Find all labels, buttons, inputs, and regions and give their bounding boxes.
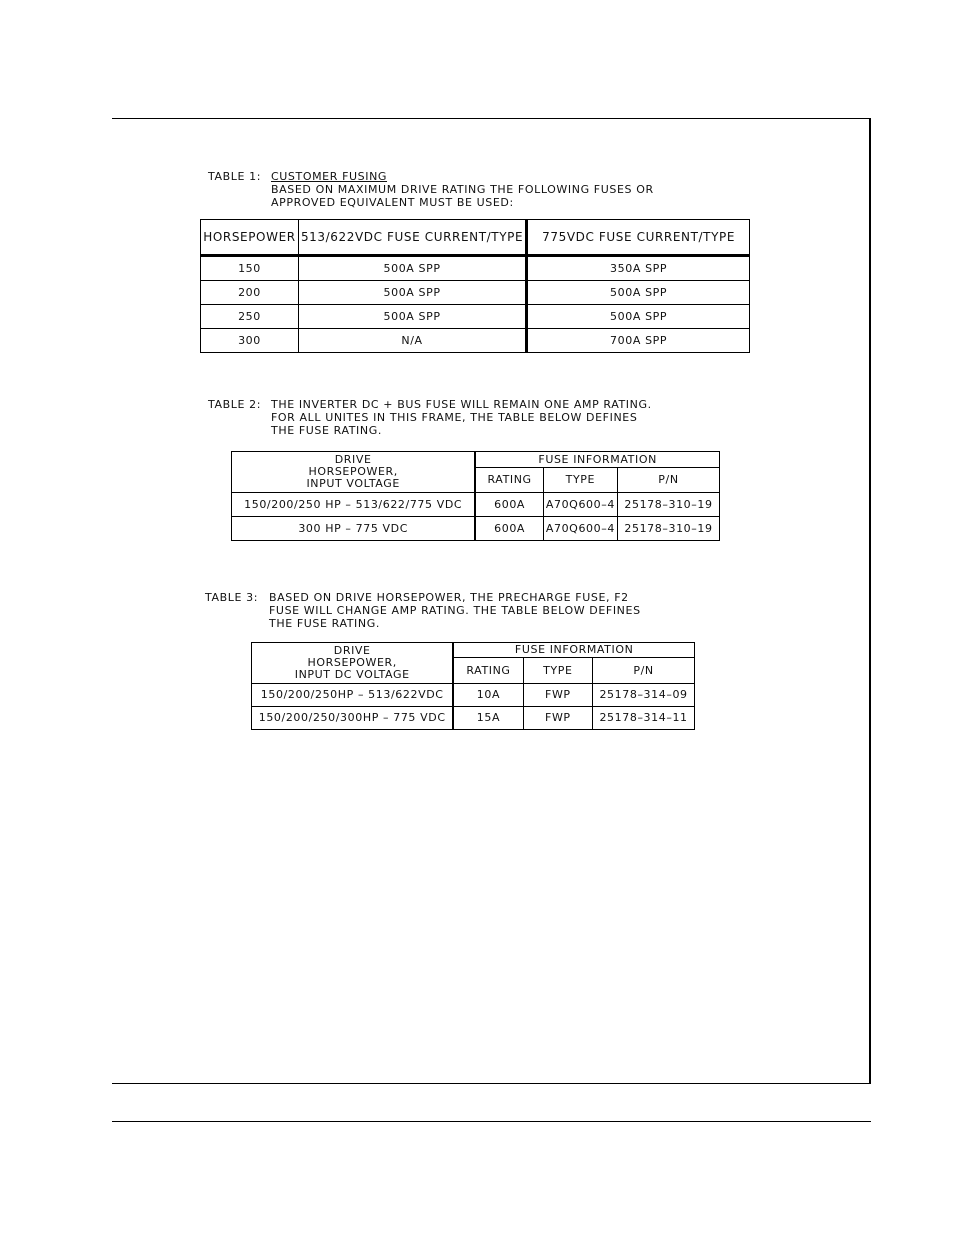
table-row xyxy=(201,281,750,305)
table-cell: 500A SPP xyxy=(298,256,526,281)
table-cell: 150 xyxy=(201,256,299,281)
table1-title: CUSTOMER FUSING xyxy=(271,170,388,183)
frame-bottom-line xyxy=(112,1083,871,1084)
table3-type-header: TYPE xyxy=(523,658,593,684)
table-row xyxy=(201,305,750,329)
table1-note-line: APPROVED EQUIVALENT MUST BE USED: xyxy=(271,196,514,209)
table-cell: 150/200/250 HP – 513/622/775 VDC xyxy=(232,493,476,517)
table-cell: 25178–310–19 xyxy=(617,493,719,517)
table3-note-line: THE FUSE RATING. xyxy=(269,617,380,630)
table-cell: 15A xyxy=(453,707,523,730)
table3-drive-header-line: DRIVE xyxy=(333,644,371,657)
table3-note-line: FUSE WILL CHANGE AMP RATING. THE TABLE BELOW DEFINES xyxy=(269,604,641,617)
table-cell: 600A xyxy=(475,517,543,541)
table1-header-513-622: 513/622VDC FUSE CURRENT/TYPE xyxy=(298,220,526,256)
table-cell: 25178–314–09 xyxy=(593,684,695,707)
table-cell: 500A SPP xyxy=(298,305,526,329)
table2-drive-header-line: HORSEPOWER, xyxy=(308,465,398,478)
table-cell: N/A xyxy=(298,329,526,353)
table1-label: TABLE 1: xyxy=(208,170,262,183)
table-cell: 600A xyxy=(475,493,543,517)
table-cell: 10A xyxy=(453,684,523,707)
table-cell: 25178–310–19 xyxy=(617,517,719,541)
table2-fuse-info-header: FUSE INFORMATION xyxy=(475,452,719,468)
table3-drive-header-line: INPUT DC VOLTAGE xyxy=(294,668,410,681)
table-row xyxy=(252,684,695,707)
table-cell: 700A SPP xyxy=(527,329,750,353)
table2-note-line: FOR ALL UNITES IN THIS FRAME, THE TABLE BELOW DEFINES xyxy=(271,411,638,424)
table2-note xyxy=(208,398,658,438)
table3-drive-header xyxy=(252,643,454,684)
table2-drive-header-line: DRIVE xyxy=(334,453,372,466)
table2-drive-header-line: INPUT VOLTAGE xyxy=(306,477,400,490)
precharge-fuse-table xyxy=(251,642,695,730)
table-cell: 150/200/250HP – 513/622VDC xyxy=(252,684,454,707)
table1-header-horsepower: HORSEPOWER xyxy=(201,220,299,256)
table3-note-line: BASED ON DRIVE HORSEPOWER, THE PRECHARGE FUSE, F2 xyxy=(269,591,629,604)
table2-label: TABLE 2: xyxy=(208,398,262,411)
table-row xyxy=(201,256,750,281)
table-cell: FWP xyxy=(523,684,593,707)
table3-note xyxy=(205,591,655,631)
table-cell: FWP xyxy=(523,707,593,730)
table2-type-header: TYPE xyxy=(543,468,617,493)
table-cell: 150/200/250/300HP – 775 VDC xyxy=(252,707,454,730)
table2-pn-header: P/N xyxy=(617,468,719,493)
table-cell: 300 xyxy=(201,329,299,353)
table3-rating-header: RATING xyxy=(453,658,523,684)
table-cell: 500A SPP xyxy=(527,305,750,329)
table3-fuse-info-header: FUSE INFORMATION xyxy=(453,643,694,658)
table-row xyxy=(232,517,720,541)
frame-right-line xyxy=(869,118,871,1084)
table1-header-775: 775VDC FUSE CURRENT/TYPE xyxy=(527,220,750,256)
table-row xyxy=(252,707,695,730)
table2-drive-header xyxy=(232,452,476,493)
table3-label: TABLE 3: xyxy=(205,591,259,604)
table3-drive-header-line: HORSEPOWER, xyxy=(307,656,397,669)
table-cell: 250 xyxy=(201,305,299,329)
frame-top-line xyxy=(112,118,871,119)
table-cell: A70Q600–4 xyxy=(543,517,617,541)
table-cell: 500A SPP xyxy=(527,281,750,305)
table1-note xyxy=(208,170,658,210)
table-cell: 25178–314–11 xyxy=(593,707,695,730)
table1-note-line: BASED ON MAXIMUM DRIVE RATING THE FOLLOWING FUSES OR xyxy=(271,183,654,196)
table3-pn-header: P/N xyxy=(593,658,695,684)
table-row xyxy=(232,493,720,517)
table-cell: 300 HP – 775 VDC xyxy=(232,517,476,541)
page-footer-rule xyxy=(112,1121,871,1122)
table-cell: A70Q600–4 xyxy=(543,493,617,517)
table2-rating-header: RATING xyxy=(475,468,543,493)
table-row xyxy=(201,329,750,353)
table2-note-line: THE INVERTER DC + BUS FUSE WILL REMAIN ONE AMP RATING. xyxy=(271,398,652,411)
table2-note-line: THE FUSE RATING. xyxy=(271,424,382,437)
table-cell: 200 xyxy=(201,281,299,305)
customer-fusing-table xyxy=(200,219,750,353)
inverter-dc-bus-fuse-table xyxy=(231,451,720,541)
table-cell: 350A SPP xyxy=(527,256,750,281)
table-cell: 500A SPP xyxy=(298,281,526,305)
